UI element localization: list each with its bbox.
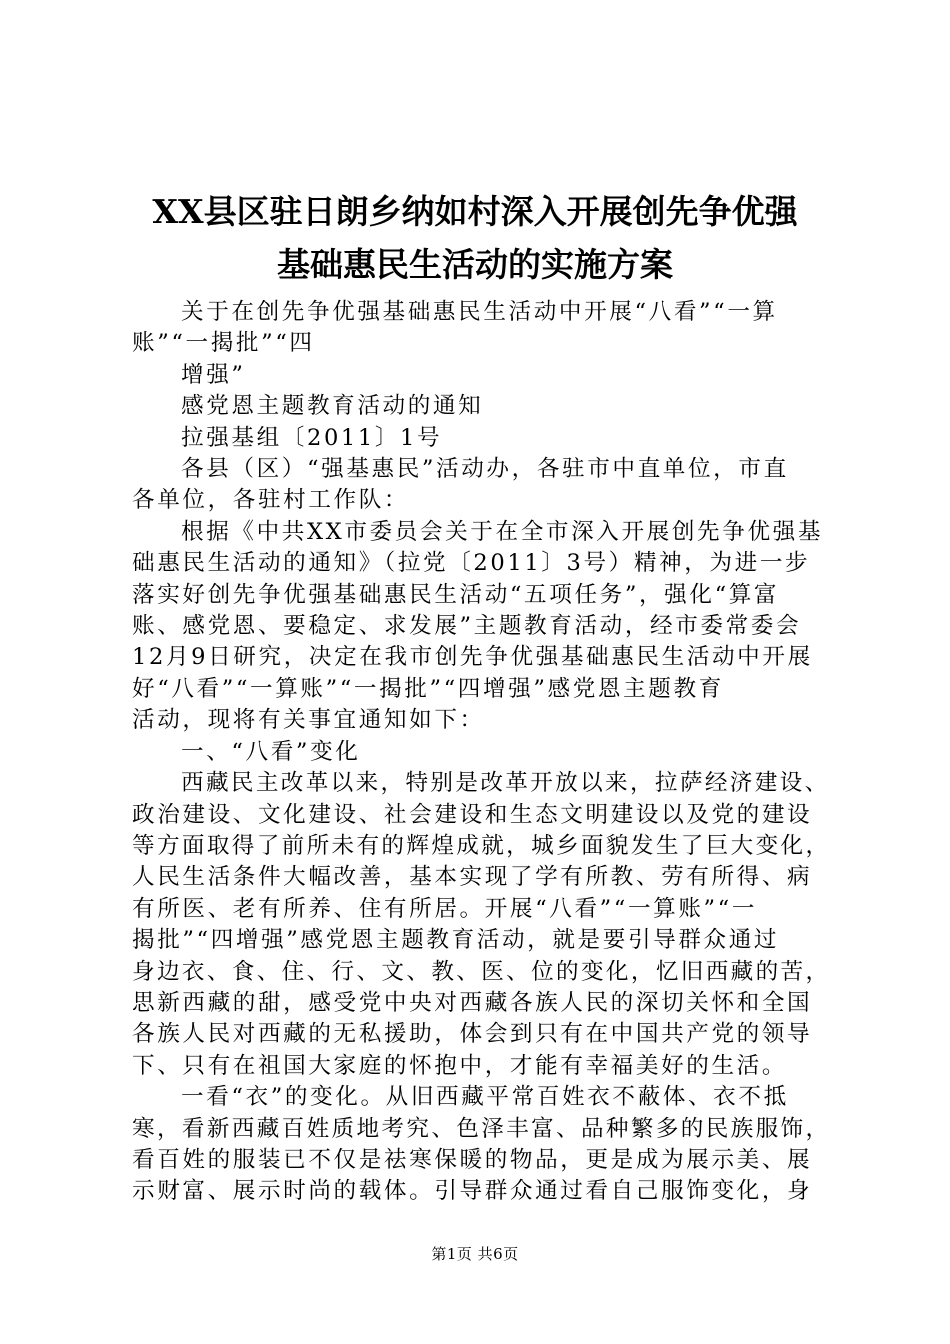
- body-text-line: 好“八看”“一算账”“一揭批”“四增强”感党恩主题教育: [132, 675, 724, 702]
- body-text-line: 拉强基组〔2011〕1号: [181, 424, 443, 451]
- body-text-line: 寒，看新西藏百姓质地考究、色泽丰富、品种繁多的民族服饰，: [132, 1115, 831, 1142]
- body-text-line: 活动，现将有关事宜通知如下：: [132, 707, 485, 734]
- body-text-line: 身边衣、食、住、行、文、教、医、位的变化，忆旧西藏的苦，: [132, 958, 831, 985]
- body-text-line: 各族人民对西藏的无私援助，体会到只有在中国共产党的领导: [132, 1021, 813, 1048]
- body-text-line: 示财富、展示时尚的载体。引导群众通过看自己服饰变化，身: [132, 1178, 813, 1205]
- body-text-line: 思新西藏的甜，感受党中央对西藏各族人民的深切关怀和全国: [132, 989, 813, 1016]
- body-text-line: 增强”: [181, 361, 246, 388]
- body-text-line: 账、感党恩、要稳定、求发展”主题教育活动，经市委常委会: [132, 613, 802, 640]
- body-text-line: 落实好创先争优强基础惠民生活动“五项任务”，强化“算富: [132, 581, 780, 608]
- body-text-line: 一、“八看”变化: [181, 738, 361, 765]
- body-text-line: 关于在创先争优强基础惠民生活动中开展“八看”“一算: [181, 299, 778, 325]
- body-text-line: 12月9日研究，决定在我市创先争优强基础惠民生活动中开展: [132, 644, 813, 671]
- body-text-line: 础惠民生活动的通知》（拉党〔2011〕3号）精神，为进一步: [132, 550, 811, 577]
- body-text-line: 感党恩主题教育活动的通知: [181, 393, 484, 420]
- page-footer: 第1页 共6页: [431, 1245, 519, 1263]
- body-text-line: 西藏民主改革以来，特别是改革开放以来，拉萨经济建设、: [181, 770, 830, 797]
- body-text-line: 看百姓的服装已不仅是祛寒保暖的物品，更是成为展示美、展: [132, 1146, 813, 1173]
- body-text-line: 各县（区）“强基惠民”活动办，各驻市中直单位，市直: [181, 456, 789, 483]
- document-title-line2: 基础惠民生活动的实施方案: [277, 245, 673, 284]
- body-text-line: 根据《中共XX市委员会关于在全市深入开展创先争优强基: [181, 518, 824, 545]
- body-text-line: 账”“一揭批”“四: [132, 330, 315, 357]
- body-text-line: 等方面取得了前所未有的辉煌成就，城乡面貌发生了巨大变化，: [132, 832, 831, 859]
- document-body: [132, 297, 832, 1208]
- body-text-line: 政治建设、文化建设、社会建设和生态文明建设以及党的建设: [132, 801, 813, 828]
- body-text-line: 人民生活条件大幅改善，基本实现了学有所教、劳有所得、病: [132, 864, 813, 891]
- body-text-line: 揭批”“四增强”感党恩主题教育活动，就是要引导群众通过: [132, 927, 780, 954]
- body-text-line: 下、只有在祖国大家庭的怀抱中，才能有幸福美好的生活。: [132, 1052, 788, 1079]
- body-text-line: 有所医、老有所养、住有所居。开展“八看”“一算账”“一: [132, 895, 758, 922]
- body-text-line: 各单位，各驻村工作队：: [132, 487, 410, 514]
- document-title-line1: XX县区驻日朗乡纳如村深入开展创先争优强: [152, 192, 798, 231]
- body-text-line: 一看“衣”的变化。从旧西藏平常百姓衣不蔽体、衣不抵: [181, 1084, 789, 1111]
